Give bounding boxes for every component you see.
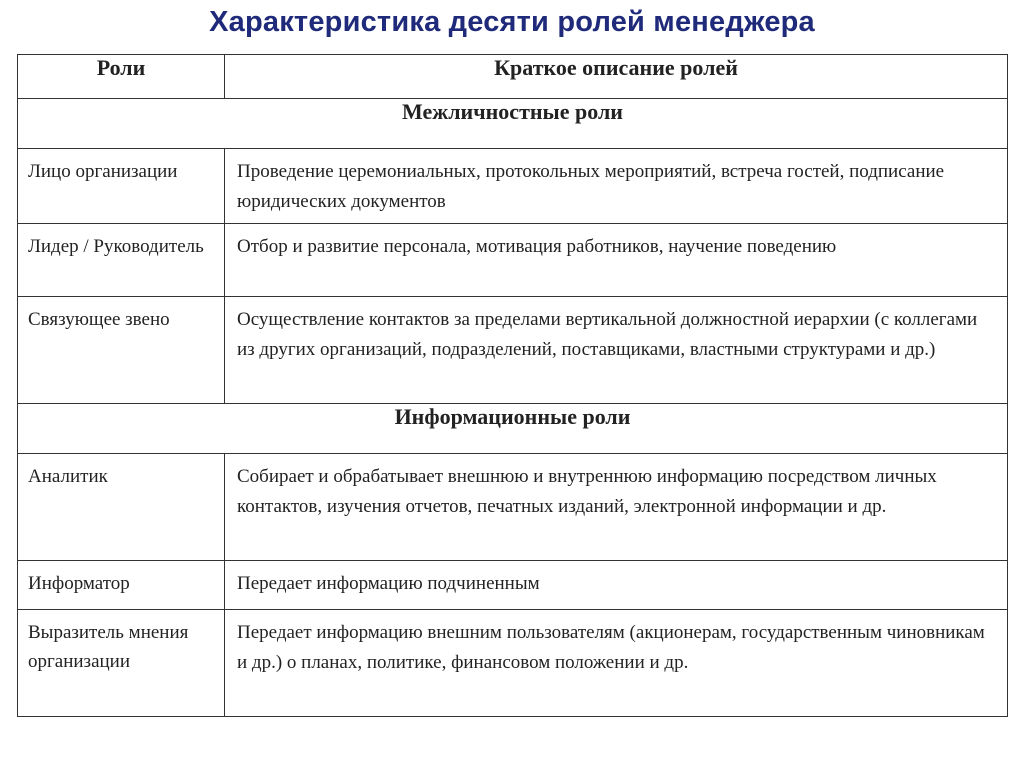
section-title-interpersonal: Межличностные роли [18,99,1008,149]
table-row [18,561,1008,610]
table-header-row [18,55,1008,99]
column-header-description: Краткое описание ролей [225,55,1008,99]
role-description: Осуществление контактов за пределами вертикальной должностной иерархии (с коллегами из других организаций, подразделений, поставщиками, властными структурами и др.) [225,297,1008,404]
table-row [18,297,1008,404]
role-description: Передает информацию внешним пользователям (акционерам, государственным чиновникам и др.) о планах, политике, финансовом положении и др. [225,610,1008,717]
role-description: Проведение церемониальных, протокольных мероприятий, встреча гостей, подписание юридических документов [225,149,1008,224]
role-name: Лицо организации [18,149,225,224]
role-name: Связующее звено [18,297,225,404]
role-name: Информатор [18,561,225,610]
column-header-roles: Роли [18,55,225,99]
table-row [18,149,1008,224]
roles-table [17,54,1008,717]
role-name: Выразитель мнения организации [18,610,225,717]
role-name: Аналитик [18,454,225,561]
section-row-interpersonal [18,99,1008,149]
role-description: Передает информацию подчиненным [225,561,1008,610]
section-title-informational: Информационные роли [18,404,1008,454]
role-description: Собирает и обрабатывает внешнюю и внутреннюю информацию посредством личных контактов, изучения отчетов, печатных изданий, электронной информации и др. [225,454,1008,561]
role-name: Лидер / Руководитель [18,224,225,297]
table-row [18,610,1008,717]
table-row [18,224,1008,297]
role-description: Отбор и развитие персонала, мотивация работников, научение поведению [225,224,1008,297]
page-title: Характеристика десяти ролей менеджера [209,6,815,38]
section-row-informational [18,404,1008,454]
table-row [18,454,1008,561]
